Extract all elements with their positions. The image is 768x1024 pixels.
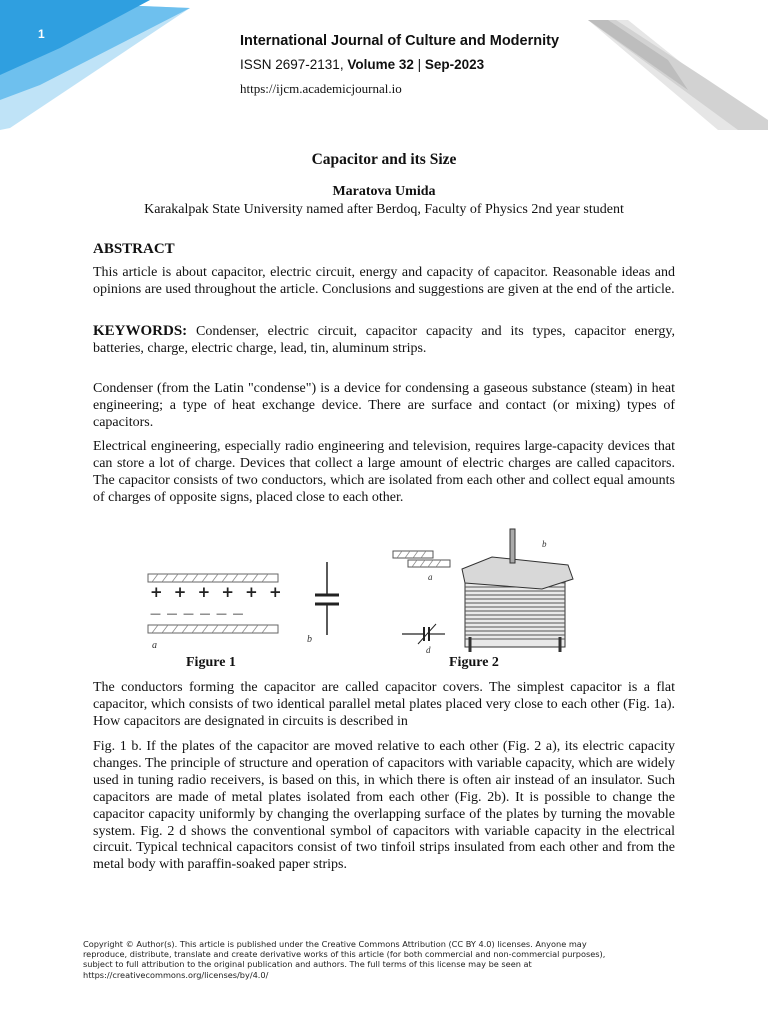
body-paragraph-1: Condenser (from the Latin "condense") is a device for condensing a gaseous substance (steam) in heat engineering; a type of heat exchange device. There are surface and contact (or mixing) types of capacitors. — [93, 381, 675, 430]
header-corner-decoration-right — [588, 20, 768, 130]
fig1-label-b: b — [307, 634, 312, 645]
keywords — [93, 323, 675, 358]
author-affiliation: Karakalpak State University named after Berdoq, Faculty of Physics 2nd year student — [144, 202, 624, 217]
keywords-label: KEYWORDS: — [93, 323, 188, 339]
figure-2b-variable-capacitor-device — [462, 529, 573, 652]
license-footer: Copyright © Author(s). This article is published under the Creative Commons Attribution (CC BY 4.0) licenses. Anyone may reproduce, distribute, translate and create derivative works of this article (for both commercial and non-commercial purposes), subject to full attribution to the original publication and authors. The full terms of this license may be seen at https://creativecommons.org/licenses/by/4.0/ — [83, 939, 606, 980]
article-title: Capacitor and its Size — [311, 151, 457, 168]
figure-1-caption: Figure 1 — [186, 655, 236, 670]
body-paragraph-3: The conductors forming the capacitor are called capacitor covers. The simplest capacitor is a flat capacitor, which consists of two identical parallel metal plates placed very close to each other (Fig. 1a). How capacitors are designated in circuits is described in — [93, 680, 675, 729]
figures-illustration — [140, 527, 590, 657]
volume: Volume 32 — [347, 57, 414, 72]
figure-2a-offset-plates — [393, 551, 450, 582]
body-paragraph-2: Electrical engineering, especially radio engineering and television, requires large-capacity devices that can store a lot of charge. Devices that collect a large amount of electric charges are called capacitors. The capacitor consists of two conductors, which are isolated from each other and collect equal amounts of charges of opposite signs, placed close to each other. — [93, 439, 675, 505]
figure-1b-capacitor-symbol — [307, 562, 339, 645]
issue-date: Sep-2023 — [424, 57, 485, 72]
keywords-text: Condenser, electric circuit, capacitor capacity and its types, capacitor energy, batteries, charge, electric charge, lead, tin, aluminum strips. — [93, 324, 675, 356]
journal-header — [240, 32, 559, 97]
journal-title: International Journal of Culture and Modernity — [240, 33, 560, 49]
author-name: Maratova Umida — [332, 184, 436, 199]
fig1-label-a: a — [152, 640, 157, 651]
header-corner-decoration-left — [0, 0, 200, 130]
figure-2-caption: Figure 2 — [449, 655, 499, 670]
fig2-label-b: b — [542, 539, 547, 549]
figure-1a-parallel-plates — [148, 574, 285, 651]
negative-charges: — — — — — — — [150, 607, 245, 620]
issn-line — [240, 56, 559, 74]
abstract-text: This article is about capacitor, electric circuit, energy and capacity of capacitor. Reasonable ideas and opinions are used throughout the article. Conclusions and suggestions are given at the end of the article. — [93, 265, 675, 297]
journal-url[interactable]: https://ijcm.academicjournal.io — [240, 81, 402, 96]
issn: ISSN 2697-2131, — [240, 57, 348, 72]
separator: | — [413, 57, 425, 72]
abstract-heading: ABSTRACT — [93, 241, 175, 257]
figure-2d-variable-capacitor-symbol — [402, 624, 445, 655]
body-paragraph-4: Fig. 1 b. If the plates of the capacitor are moved relative to each other (Fig. 2 a), its electric capacity changes. The principle of structure and operation of capacitors with variable capacity, which are widely used in tuning radio receivers, is based on this, in which there is often air instead of an insulator. Such capacitors are made of metal plates isolated from each other (Fig. 2b). It is possible to change the capacitor capacity uniformly by changing the overlapping surface of the plates by turning the movable system. Fig. 2 d shows the conventional symbol of capacitors with variable capacity in the electrical circuit. Typical technical capacitors consist of two tinfoil strips insulated from each other and from the metal body with paraffin-soaked paper strips. — [93, 739, 675, 873]
fig2-label-d: d — [426, 645, 431, 655]
page-number: 1 — [38, 27, 45, 41]
positive-charges: + + + + + + — [150, 583, 285, 601]
fig2-label-a: a — [428, 572, 433, 582]
